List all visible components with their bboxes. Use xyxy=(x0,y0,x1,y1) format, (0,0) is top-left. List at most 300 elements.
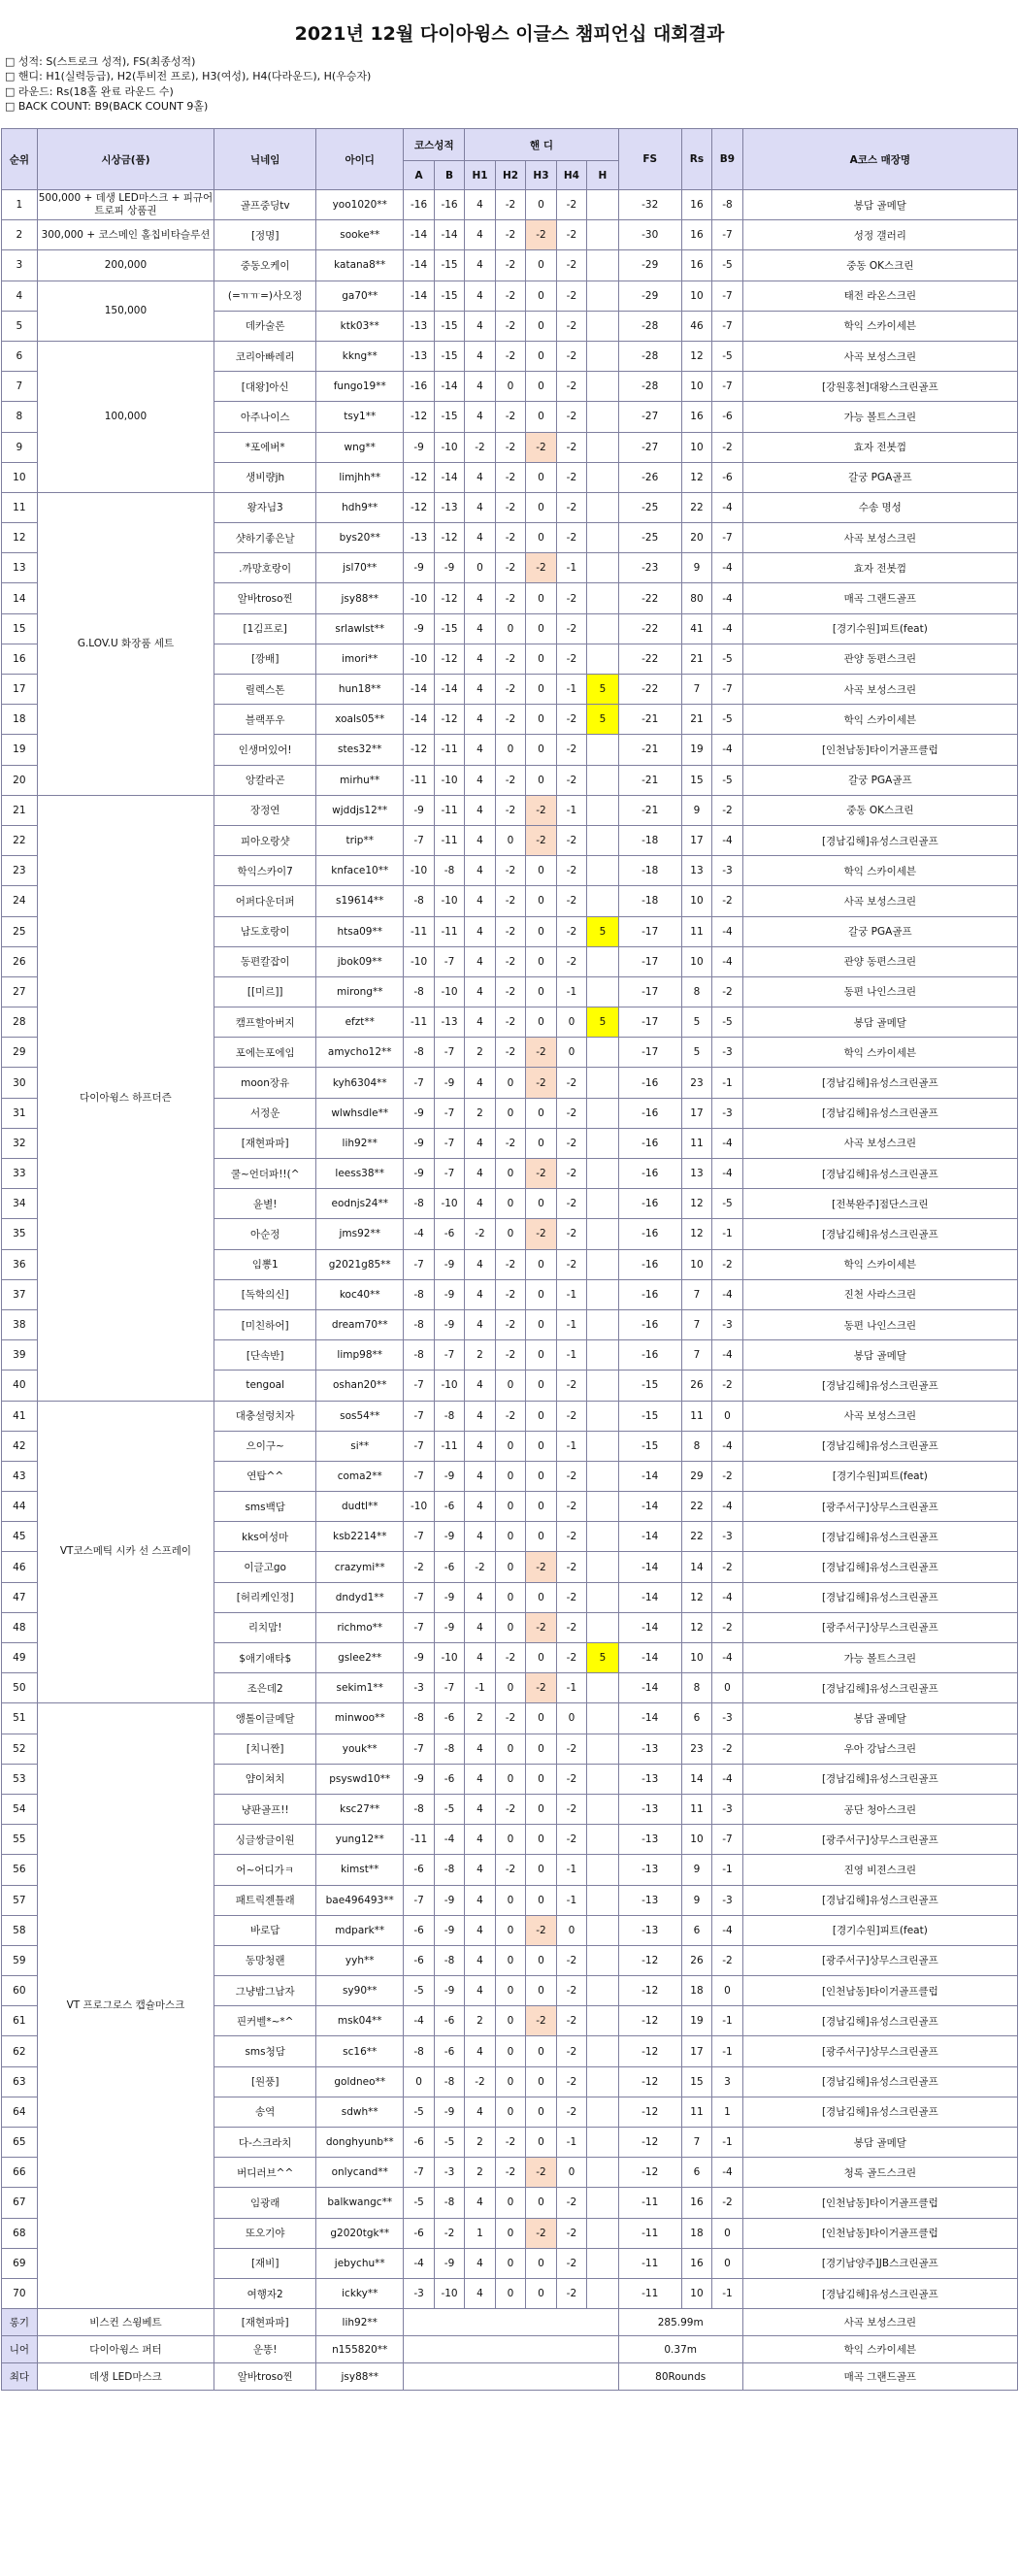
cell-nickname: [치니짠] xyxy=(214,1734,316,1764)
cell-handi-h3: 0 xyxy=(526,1764,556,1794)
cell-store: 사곡 보성스크린 xyxy=(742,341,1017,371)
cell-nickname: 임뽕1 xyxy=(214,1249,316,1279)
cell-handi-h3: 0 xyxy=(526,1309,556,1339)
cell-id: sooke** xyxy=(316,220,404,250)
cell-handi-h1: 4 xyxy=(465,372,495,402)
cell-rounds: 26 xyxy=(681,1371,711,1401)
cell-score-a: -8 xyxy=(404,1309,434,1339)
cell-handi-h3: 0 xyxy=(526,311,556,341)
cell-final-score: -14 xyxy=(618,1703,681,1734)
prize-cell: 100,000 xyxy=(37,341,214,492)
cell-b9: -1 xyxy=(712,2278,742,2308)
cell-rounds: 8 xyxy=(681,1431,711,1461)
cell-store: 학익 스카이세븐 xyxy=(742,311,1017,341)
cell-rounds: 7 xyxy=(681,1309,711,1339)
cell-handi-h2: 0 xyxy=(495,1552,525,1582)
cell-handi-h4: -2 xyxy=(556,190,586,220)
cell-rank: 37 xyxy=(2,1279,38,1309)
cell-rank: 52 xyxy=(2,1734,38,1764)
cell-handi-h2: 0 xyxy=(495,1582,525,1612)
cell-b9: -4 xyxy=(712,1492,742,1522)
cell-score-a: -12 xyxy=(404,462,434,492)
cell-handi-h4: 0 xyxy=(556,1703,586,1734)
cell-final-score: -16 xyxy=(618,1219,681,1249)
cell-handi-h xyxy=(587,825,619,855)
cell-score-b: -9 xyxy=(434,1885,464,1915)
special-award-row xyxy=(2,2363,1018,2391)
cell-b9: -5 xyxy=(712,250,742,281)
cell-nickname: tengoal xyxy=(214,1371,316,1401)
cell-handi-h4: -2 xyxy=(556,1734,586,1764)
cell-nickname: kks여성마 xyxy=(214,1522,316,1552)
cell-b9: -4 xyxy=(712,492,742,522)
cell-handi-h1: 4 xyxy=(465,675,495,705)
cell-store: 가능 볼트스크린 xyxy=(742,1643,1017,1673)
prize-cell: VT 프로그로스 캡슐마스크 xyxy=(37,1703,214,2309)
cell-handi-h xyxy=(587,1855,619,1885)
cell-rounds: 17 xyxy=(681,1098,711,1128)
cell-handi-h4: -2 xyxy=(556,946,586,976)
header-handicap: 핸 디 xyxy=(465,129,618,161)
cell-store: [경남김해]유성스크린골프 xyxy=(742,1552,1017,1582)
cell-handi-h xyxy=(587,2278,619,2308)
cell-handi-h3: 0 xyxy=(526,1189,556,1219)
cell-handi-h2: -2 xyxy=(495,1703,525,1734)
cell-score-a: -3 xyxy=(404,2278,434,2308)
cell-handi-h4: -2 xyxy=(556,886,586,916)
cell-score-b: -8 xyxy=(434,1945,464,1975)
cell-b9: -4 xyxy=(712,1340,742,1371)
cell-rounds: 15 xyxy=(681,765,711,795)
cell-handi-h3: 0 xyxy=(526,1582,556,1612)
cell-final-score: -14 xyxy=(618,1461,681,1491)
cell-handi-h2: -2 xyxy=(495,341,525,371)
cell-rank: 41 xyxy=(2,1401,38,1431)
award-value: 0.37m xyxy=(618,2336,742,2363)
cell-handi-h2: -2 xyxy=(495,1038,525,1068)
cell-handi-h4: -2 xyxy=(556,1825,586,1855)
cell-store: [경남김해]유성스크린골프 xyxy=(742,825,1017,855)
cell-rank: 6 xyxy=(2,341,38,371)
cell-final-score: -18 xyxy=(618,825,681,855)
cell-id: crazymi** xyxy=(316,1552,404,1582)
cell-rank: 3 xyxy=(2,250,38,281)
cell-handi-h1: 4 xyxy=(465,311,495,341)
cell-handi-h4: -2 xyxy=(556,250,586,281)
cell-rank: 29 xyxy=(2,1038,38,1068)
award-prize: 비스컨 스윙베트 xyxy=(37,2309,214,2336)
cell-handi-h3: 0 xyxy=(526,1522,556,1552)
cell-rank: 69 xyxy=(2,2248,38,2278)
cell-handi-h xyxy=(587,190,619,220)
cell-final-score: -16 xyxy=(618,1189,681,1219)
cell-nickname: 임광래 xyxy=(214,2188,316,2218)
cell-score-b: -6 xyxy=(434,1703,464,1734)
cell-store: 동편 나인스크린 xyxy=(742,1309,1017,1339)
cell-id: trip** xyxy=(316,825,404,855)
cell-handi-h xyxy=(587,2006,619,2036)
cell-handi-h: 5 xyxy=(587,675,619,705)
cell-rank: 63 xyxy=(2,2066,38,2097)
header-b9: B9 xyxy=(712,129,742,190)
cell-store: [광주서구]상무스크린골프 xyxy=(742,1492,1017,1522)
cell-handi-h4: -2 xyxy=(556,402,586,432)
cell-handi-h: 5 xyxy=(587,916,619,946)
cell-score-a: -7 xyxy=(404,1431,434,1461)
cell-score-a: -5 xyxy=(404,2188,434,2218)
cell-nickname: 알바troso찐 xyxy=(214,583,316,613)
cell-final-score: -12 xyxy=(618,2066,681,2097)
cell-handi-h2: -2 xyxy=(495,886,525,916)
cell-handi-h1: 4 xyxy=(465,281,495,311)
cell-handi-h xyxy=(587,765,619,795)
cell-handi-h2: -2 xyxy=(495,795,525,825)
cell-handi-h1: 1 xyxy=(465,2218,495,2248)
cell-rounds: 17 xyxy=(681,825,711,855)
cell-score-b: -4 xyxy=(434,1825,464,1855)
cell-handi-h1: 4 xyxy=(465,946,495,976)
award-store: 사곡 보성스크린 xyxy=(742,2309,1017,2336)
cell-final-score: -16 xyxy=(618,1068,681,1098)
cell-handi-h2: 0 xyxy=(495,1371,525,1401)
cell-rank: 13 xyxy=(2,553,38,583)
cell-score-b: -12 xyxy=(434,705,464,735)
cell-rank: 30 xyxy=(2,1068,38,1098)
cell-handi-h2: -2 xyxy=(495,553,525,583)
award-id: lih92** xyxy=(316,2309,404,2336)
cell-handi-h xyxy=(587,341,619,371)
cell-nickname: 캠프할아버지 xyxy=(214,1007,316,1038)
award-label: 니어 xyxy=(2,2336,38,2363)
award-nickname: 운똥! xyxy=(214,2336,316,2363)
cell-rank: 34 xyxy=(2,1189,38,1219)
cell-handi-h3: 0 xyxy=(526,1492,556,1522)
cell-rank: 10 xyxy=(2,462,38,492)
cell-handi-h1: 4 xyxy=(465,1582,495,1612)
cell-store: [광주서구]상무스크린골프 xyxy=(742,2036,1017,2066)
cell-final-score: -22 xyxy=(618,644,681,674)
cell-rounds: 10 xyxy=(681,281,711,311)
cell-score-a: -10 xyxy=(404,946,434,976)
cell-rank: 68 xyxy=(2,2218,38,2248)
cell-handi-h xyxy=(587,2066,619,2097)
cell-rounds: 10 xyxy=(681,1249,711,1279)
cell-score-a: -6 xyxy=(404,2128,434,2158)
award-nickname: 알바troso찐 xyxy=(214,2363,316,2391)
cell-handi-h2: -2 xyxy=(495,2128,525,2158)
cell-handi-h1: 4 xyxy=(465,190,495,220)
cell-score-a: -4 xyxy=(404,2006,434,2036)
cell-rank: 14 xyxy=(2,583,38,613)
cell-store: 봉담 골메달 xyxy=(742,1340,1017,1371)
cell-rounds: 9 xyxy=(681,553,711,583)
cell-rounds: 6 xyxy=(681,2158,711,2188)
cell-nickname: 얌이쳐치 xyxy=(214,1764,316,1794)
cell-rounds: 10 xyxy=(681,2278,711,2308)
cell-score-a: -3 xyxy=(404,1673,434,1703)
cell-store: 동편 나인스크린 xyxy=(742,976,1017,1007)
cell-handi-h2: -2 xyxy=(495,190,525,220)
cell-final-score: -25 xyxy=(618,492,681,522)
cell-rounds: 19 xyxy=(681,2006,711,2036)
cell-store: [광주서구]상무스크린골프 xyxy=(742,1612,1017,1642)
cell-final-score: -13 xyxy=(618,1794,681,1824)
cell-rounds: 11 xyxy=(681,916,711,946)
cell-nickname: 송역 xyxy=(214,2097,316,2127)
cell-store: [경남김해]유성스크린골프 xyxy=(742,2097,1017,2127)
cell-handi-h3: 0 xyxy=(526,1401,556,1431)
cell-rank: 50 xyxy=(2,1673,38,1703)
cell-handi-h4: -2 xyxy=(556,432,586,462)
cell-score-a: -4 xyxy=(404,1219,434,1249)
cell-b9: -1 xyxy=(712,2128,742,2158)
header-a: A xyxy=(404,161,434,190)
cell-rank: 27 xyxy=(2,976,38,1007)
cell-id: sos54** xyxy=(316,1401,404,1431)
cell-rounds: 11 xyxy=(681,1401,711,1431)
cell-handi-h1: 4 xyxy=(465,1976,495,2006)
cell-score-a: -6 xyxy=(404,1945,434,1975)
cell-handi-h xyxy=(587,735,619,765)
cell-handi-h2: -2 xyxy=(495,856,525,886)
cell-handi-h xyxy=(587,250,619,281)
cell-handi-h1: 4 xyxy=(465,1612,495,1642)
cell-score-b: -6 xyxy=(434,2006,464,2036)
cell-handi-h4: -2 xyxy=(556,2036,586,2066)
cell-handi-h1: 4 xyxy=(465,1945,495,1975)
cell-handi-h xyxy=(587,1492,619,1522)
cell-handi-h2: 0 xyxy=(495,1734,525,1764)
cell-b9: -3 xyxy=(712,1885,742,1915)
cell-handi-h3: 0 xyxy=(526,2128,556,2158)
cell-store: 봉담 골메달 xyxy=(742,1007,1017,1038)
cell-id: koc40** xyxy=(316,1279,404,1309)
cell-handi-h4: -2 xyxy=(556,281,586,311)
cell-handi-h xyxy=(587,886,619,916)
header-b: B xyxy=(434,161,464,190)
cell-handi-h1: 4 xyxy=(465,220,495,250)
cell-b9: -4 xyxy=(712,583,742,613)
cell-handi-h3: -2 xyxy=(526,553,556,583)
cell-final-score: -14 xyxy=(618,1522,681,1552)
table-row xyxy=(2,250,1018,281)
cell-final-score: -16 xyxy=(618,1309,681,1339)
cell-rank: 47 xyxy=(2,1582,38,1612)
prize-cell: 200,000 xyxy=(37,250,214,281)
cell-score-a: -2 xyxy=(404,1552,434,1582)
header-store: A코스 매장명 xyxy=(742,129,1017,190)
cell-nickname: 앙칼라곤 xyxy=(214,765,316,795)
cell-rank: 20 xyxy=(2,765,38,795)
header-rs: Rs xyxy=(681,129,711,190)
cell-nickname: 어~어디가ㅋ xyxy=(214,1855,316,1885)
cell-handi-h4: -2 xyxy=(556,311,586,341)
award-label: 최다 xyxy=(2,2363,38,2391)
cell-handi-h3: 0 xyxy=(526,1007,556,1038)
cell-handi-h xyxy=(587,462,619,492)
cell-b9: -2 xyxy=(712,2188,742,2218)
cell-handi-h1: 4 xyxy=(465,2278,495,2308)
cell-store: 사곡 보성스크린 xyxy=(742,675,1017,705)
cell-id: bys20** xyxy=(316,523,404,553)
cell-b9: -2 xyxy=(712,886,742,916)
cell-handi-h4: -1 xyxy=(556,1340,586,1371)
cell-handi-h4: -2 xyxy=(556,1219,586,1249)
cell-handi-h xyxy=(587,1522,619,1552)
cell-handi-h3: -2 xyxy=(526,1673,556,1703)
cell-score-a: -5 xyxy=(404,1976,434,2006)
cell-rounds: 12 xyxy=(681,341,711,371)
cell-handi-h3: 0 xyxy=(526,1825,556,1855)
cell-handi-h4: -2 xyxy=(556,1794,586,1824)
cell-handi-h: 5 xyxy=(587,1007,619,1038)
cell-handi-h xyxy=(587,1340,619,1371)
cell-score-b: -14 xyxy=(434,675,464,705)
cell-rank: 67 xyxy=(2,2188,38,2218)
cell-handi-h3: 0 xyxy=(526,281,556,311)
cell-handi-h xyxy=(587,281,619,311)
table-row xyxy=(2,190,1018,220)
award-blank xyxy=(404,2363,618,2391)
cell-final-score: -16 xyxy=(618,1340,681,1371)
cell-b9: -4 xyxy=(712,825,742,855)
cell-score-a: -7 xyxy=(404,2158,434,2188)
cell-handi-h4: -2 xyxy=(556,1128,586,1158)
cell-handi-h4: -2 xyxy=(556,1582,586,1612)
cell-score-b: -10 xyxy=(434,1643,464,1673)
cell-score-a: -4 xyxy=(404,2248,434,2278)
cell-handi-h2: 0 xyxy=(495,2188,525,2218)
cell-handi-h xyxy=(587,1703,619,1734)
cell-handi-h1: 4 xyxy=(465,1461,495,1491)
prize-cell: 다이아윙스 하프더즌 xyxy=(37,795,214,1401)
cell-handi-h xyxy=(587,1098,619,1128)
cell-rounds: 10 xyxy=(681,432,711,462)
cell-id: dream70** xyxy=(316,1309,404,1339)
cell-id: limjhh** xyxy=(316,462,404,492)
cell-rank: 21 xyxy=(2,795,38,825)
cell-id: coma2** xyxy=(316,1461,404,1491)
cell-score-b: -7 xyxy=(434,1128,464,1158)
cell-handi-h3: 0 xyxy=(526,1461,556,1491)
cell-handi-h4: -2 xyxy=(556,1764,586,1794)
header-nickname: 닉네임 xyxy=(214,129,316,190)
cell-final-score: -12 xyxy=(618,2006,681,2036)
cell-nickname: 쿨~언더파!!(^ xyxy=(214,1159,316,1189)
cell-id: sdwh** xyxy=(316,2097,404,2127)
cell-handi-h2: 0 xyxy=(495,1461,525,1491)
cell-handi-h2: -2 xyxy=(495,250,525,281)
cell-id: sc16** xyxy=(316,2036,404,2066)
cell-rank: 25 xyxy=(2,916,38,946)
cell-rank: 19 xyxy=(2,735,38,765)
cell-handi-h3: 0 xyxy=(526,886,556,916)
cell-rank: 53 xyxy=(2,1764,38,1794)
cell-handi-h xyxy=(587,613,619,644)
cell-handi-h2: -2 xyxy=(495,1007,525,1038)
header-h3: H3 xyxy=(526,161,556,190)
cell-handi-h xyxy=(587,1976,619,2006)
cell-rank: 61 xyxy=(2,2006,38,2036)
cell-b9: -3 xyxy=(712,1309,742,1339)
cell-score-b: -7 xyxy=(434,946,464,976)
cell-store: 사곡 보성스크린 xyxy=(742,1401,1017,1431)
cell-store: 중동 OK스크린 xyxy=(742,795,1017,825)
cell-store: 봉담 골메달 xyxy=(742,1703,1017,1734)
cell-rank: 5 xyxy=(2,311,38,341)
cell-handi-h3: 0 xyxy=(526,705,556,735)
cell-rounds: 9 xyxy=(681,1885,711,1915)
cell-rank: 2 xyxy=(2,220,38,250)
cell-handi-h3: 0 xyxy=(526,1371,556,1401)
cell-id: wng** xyxy=(316,432,404,462)
cell-b9: -4 xyxy=(712,735,742,765)
cell-handi-h2: 0 xyxy=(495,735,525,765)
cell-id: jms92** xyxy=(316,1219,404,1249)
cell-b9: -7 xyxy=(712,675,742,705)
cell-score-b: -10 xyxy=(434,1189,464,1219)
cell-rounds: 8 xyxy=(681,976,711,1007)
cell-nickname: 연탑^^ xyxy=(214,1461,316,1491)
cell-rank: 35 xyxy=(2,1219,38,1249)
cell-handi-h4: -2 xyxy=(556,2188,586,2218)
cell-score-b: -9 xyxy=(434,1612,464,1642)
cell-handi-h1: 4 xyxy=(465,1249,495,1279)
cell-b9: -1 xyxy=(712,2006,742,2036)
cell-rounds: 46 xyxy=(681,311,711,341)
cell-handi-h xyxy=(587,1279,619,1309)
cell-final-score: -16 xyxy=(618,1128,681,1158)
cell-id: stes32** xyxy=(316,735,404,765)
cell-rounds: 22 xyxy=(681,492,711,522)
cell-score-a: -12 xyxy=(404,492,434,522)
cell-nickname: [재비] xyxy=(214,2248,316,2278)
cell-handi-h1: 4 xyxy=(465,765,495,795)
cell-score-a: 0 xyxy=(404,2066,434,2097)
cell-handi-h xyxy=(587,553,619,583)
cell-final-score: -21 xyxy=(618,705,681,735)
cell-handi-h3: 0 xyxy=(526,1734,556,1764)
cell-handi-h4: 0 xyxy=(556,2158,586,2188)
cell-handi-h xyxy=(587,795,619,825)
cell-final-score: -26 xyxy=(618,462,681,492)
page-title: 2021년 12월 다이아윙스 이글스 챔피언십 대회결과 xyxy=(294,23,725,45)
cell-id: ksc27** xyxy=(316,1794,404,1824)
cell-score-b: -8 xyxy=(434,856,464,886)
cell-rank: 31 xyxy=(2,1098,38,1128)
cell-nickname: 남도호랑이 xyxy=(214,916,316,946)
cell-handi-h2: 0 xyxy=(495,2097,525,2127)
cell-final-score: -13 xyxy=(618,1825,681,1855)
cell-id: jsl70** xyxy=(316,553,404,583)
cell-rank: 44 xyxy=(2,1492,38,1522)
cell-id: fungo19** xyxy=(316,372,404,402)
cell-handi-h4: -2 xyxy=(556,1371,586,1401)
cell-score-a: -13 xyxy=(404,523,434,553)
cell-handi-h3: -2 xyxy=(526,825,556,855)
cell-handi-h1: 4 xyxy=(465,1068,495,1098)
cell-nickname: [깡배] xyxy=(214,644,316,674)
cell-id: yung12** xyxy=(316,1825,404,1855)
cell-nickname: 동편칼잡이 xyxy=(214,946,316,976)
cell-handi-h2: 0 xyxy=(495,1098,525,1128)
cell-rounds: 29 xyxy=(681,1461,711,1491)
cell-nickname: 릴렉스톤 xyxy=(214,675,316,705)
cell-handi-h4: -1 xyxy=(556,1309,586,1339)
cell-nickname: [1김프로] xyxy=(214,613,316,644)
cell-rank: 8 xyxy=(2,402,38,432)
legend-notes xyxy=(5,54,1019,128)
